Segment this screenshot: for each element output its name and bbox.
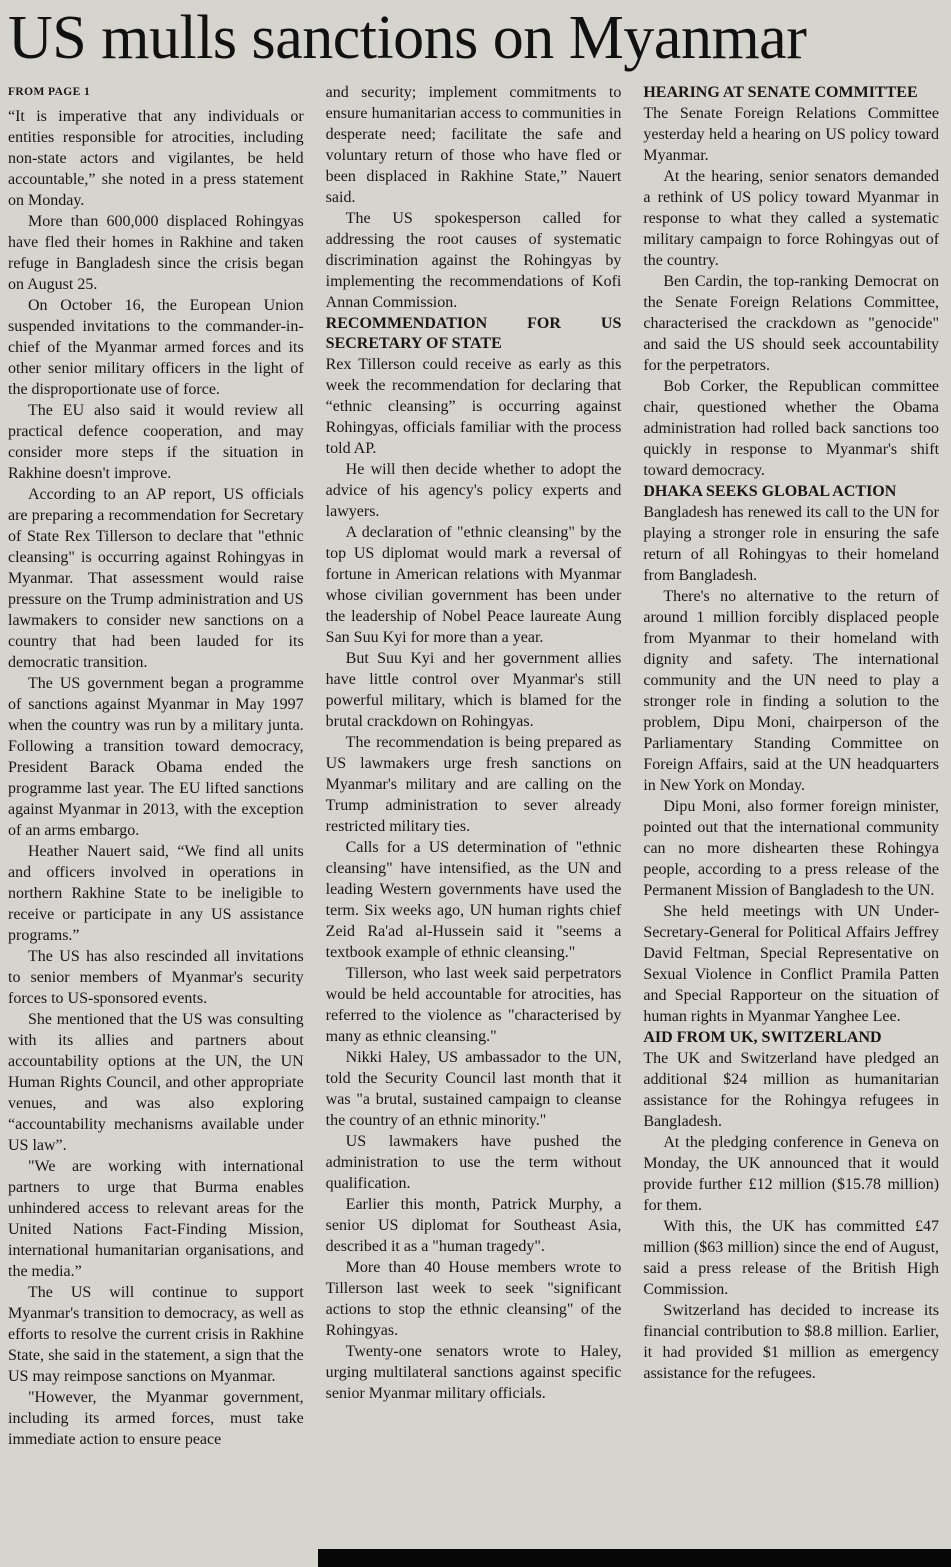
article-paragraph: The US government began a programme of sanctions against Myanmar in May 1997 when the country was run by a military junta. Following a transition toward democracy, President Barack Obama ended the programme last year. The EU lifted sanctions against Myanmar in 2013, with the exception of an arms embargo. (8, 675, 304, 840)
article-paragraph: According to an AP report, US officials are preparing a recommendation for Secretary of State Rex Tillerson to declare that "ethnic cleansing" is occurring against Rohingyas in Myanmar. That assessment would raise pressure on the Trump administration and US lawmakers to consider new sanctions on a country that had been lauded for its democratic transition. (8, 486, 304, 672)
article-paragraph: The US will continue to support Myanmar's transition to democracy, as well as efforts to resolve the current crisis in Rakhine State, she said in the statement, a sign that the US may reimpose sanctions on Myanmar. (8, 1284, 304, 1386)
article-paragraph: The US spokesperson called for addressing the root causes of systematic discrimination against the Rohingyas by implementing the recommendations of Kofi Annan Commission. (325, 210, 622, 312)
continuation-label: FROM PAGE 1 (8, 86, 91, 99)
article-paragraph: Dipu Moni, also former foreign minister, pointed out that the international community can no more dishearten these Rohingya people, according to a press release of the Permanent Mission of Bangladesh to the UN. (643, 798, 940, 900)
article-paragraph: The US has also rescinded all invitations to senior members of Myanmar's security forces to US-sponsored events. (8, 948, 304, 1008)
article-headline: US mulls sanctions on Myanmar (8, 4, 807, 72)
article-paragraph: More than 600,000 displaced Rohingyas have fled their homes in Rakhine and taken refuge in Bangladesh since the crisis began on August 25. (8, 213, 304, 294)
bottom-black-bar (318, 1549, 951, 1567)
article-column-3 (643, 82, 939, 1450)
article-column-1 (8, 82, 304, 1450)
article-paragraph: Ben Cardin, the top-ranking Democrat on the Senate Foreign Relations Committee, characterised the crackdown as "genocide" and said the US should seek accountability for the perpetrators. (643, 273, 940, 375)
article-paragraph: Tillerson, who last week said perpetrators would be held accountable for atrocities, has referred to the violence as "characterised by many as ethnic cleansing." (325, 965, 622, 1046)
article-paragraph: But Suu Kyi and her government allies have little control over Myanmar's still powerful military, which is blamed for the brutal crackdown on Rohingyas. (325, 650, 622, 731)
section-subhead: AID FROM UK, SWITZERLAND (643, 1029, 882, 1047)
section-subhead: DHAKA SEEKS GLOBAL ACTION (643, 483, 897, 501)
article-paragraph: On October 16, the European Union suspended invitations to the commander-in-chief of the Myanmar armed forces and its other senior military officers in the light of the disproportionate use of force. (8, 297, 304, 399)
article-paragraph: Twenty-one senators wrote to Haley, urging multilateral sanctions against specific senior Myanmar military officials. (325, 1343, 622, 1403)
article-paragraph: The EU also said it would review all practical defence cooperation, and may consider more steps if the situation in Rakhine doesn't improve. (8, 402, 304, 483)
article-paragraph: At the hearing, senior senators demanded a rethink of US policy toward Myanmar in response to what they called a systematic military campaign to force Rohingyas out of the country. (643, 168, 940, 270)
article-paragraph: The Senate Foreign Relations Committee yesterday held a hearing on US policy toward Myanmar. (643, 105, 940, 165)
article-paragraph: The recommendation is being prepared as US lawmakers urge fresh sanctions on Myanmar's military and are calling on the Trump administration to sever already restricted military ties. (325, 734, 622, 836)
article-paragraph: and security; implement commitments to ensure humanitarian access to communities in desperate need; facilitate the safe and voluntary return of those who have fled or been displaced in Rakhine State,” Nauert said. (325, 84, 622, 207)
section-subhead: HEARING AT SENATE COMMITTEE (643, 84, 918, 102)
article-paragraph: At the pledging conference in Geneva on Monday, the UK announced that it would provide further £12 million ($15.78 million) for them. (643, 1134, 940, 1215)
article-paragraph: Heather Nauert said, “We find all units and officers involved in operations in northern Rakhine State to be ineligible to receive or participate in any US assistance programs.” (8, 843, 304, 945)
article-paragraph: Calls for a US determination of "ethnic cleansing" have intensified, as the UN and leading Western governments have used the term. Six weeks ago, UN human rights chief Zeid Ra'ad al-Hussein said it "seems a textbook example of ethnic cleansing." (325, 839, 622, 962)
article-paragraph: She held meetings with UN Under-Secretary-General for Political Affairs Jeffrey David Feltman, Special Representative on Sexual Violence in Conflict Pramila Patten and Special Rapporteur on the situation of human rights in Myanmar Yanghee Lee. (643, 903, 940, 1026)
article-paragraph: The UK and Switzerland have pledged an additional $24 million as humanitarian assistance for the Rohingya refugees in Bangladesh. (643, 1050, 940, 1131)
article-paragraph: Nikki Haley, US ambassador to the UN, told the Security Council last month that it was "a brutal, sustained campaign to cleanse the country of an ethnic minority." (325, 1049, 622, 1130)
article-paragraph: A declaration of "ethnic cleansing" by the top US diplomat would mark a reversal of fortune in American relations with Myanmar whose civilian government has been under the leadership of Nobel Peace laureate Aung San Suu Kyi for more than a year. (325, 524, 622, 647)
article-paragraph: Bob Corker, the Republican committee chair, questioned whether the Obama administration had rolled back sanctions too quickly in response to Myanmar's shift toward democracy. (643, 378, 940, 480)
article-paragraph: Switzerland has decided to increase its financial contribution to $8.8 million. Earlier, it had provided $1 million as emergency assistance for the refugees. (643, 1302, 940, 1383)
article-paragraph: “It is imperative that any individuals or entities responsible for atrocities, including non-state actors and vigilantes, be held accountable,” she noted in a press statement on Monday. (8, 108, 304, 210)
article-paragraph: With this, the UK has committed £47 million ($63 million) since the end of August, said a press release of the British High Commission. (643, 1218, 940, 1299)
article-paragraph: Rex Tillerson could receive as early as this week the recommendation for declaring that “ethnic cleansing” is occurring against Rohingyas, officials familiar with the process told AP. (325, 356, 622, 458)
article-column-2 (326, 82, 622, 1450)
article-paragraph: Earlier this month, Patrick Murphy, a senior US diplomat for Southeast Asia, described it as a "human tragedy". (325, 1196, 622, 1256)
article-paragraph: US lawmakers have pushed the administration to use the term without qualification. (325, 1133, 622, 1193)
article-paragraph: He will then decide whether to adopt the advice of his agency's policy experts and lawyers. (325, 461, 622, 521)
article-paragraph: There's no alternative to the return of around 1 million forcibly displaced people from Myanmar to their homeland with dignity and safety. The international community and the UN need to play a stronger role in finding a solution to the problem, Dipu Moni, chairperson of the Parliamentary Standing Committee on Foreign Affairs, said at the UN headquarters in New York on Monday. (643, 588, 940, 795)
article-columns (8, 82, 939, 1450)
article-paragraph: More than 40 House members wrote to Tillerson last week to seek "significant actions to stop the ethnic cleansing" of the Rohingyas. (325, 1259, 622, 1340)
article-paragraph: "We are working with international partners to urge that Burma enables unhindered access to relevant areas for the United Nations Fact-Finding Mission, international humanitarian organisations, and the media.” (8, 1158, 304, 1281)
article-paragraph: She mentioned that the US was consulting with its allies and partners about accountability options at the UN, the UN Human Rights Council, and other appropriate venues, and was also exploring “accountability mechanisms available under US law”. (8, 1011, 304, 1155)
article-paragraph: Bangladesh has renewed its call to the UN for playing a stronger role in ensuring the safe return of all Rohingyas to their homeland from Bangladesh. (643, 504, 940, 585)
article-paragraph: "However, the Myanmar government, including its armed forces, must take immediate action to ensure peace (8, 1389, 304, 1449)
section-subhead: RECOMMENDATION FOR US SECRETARY OF STATE (325, 315, 622, 353)
